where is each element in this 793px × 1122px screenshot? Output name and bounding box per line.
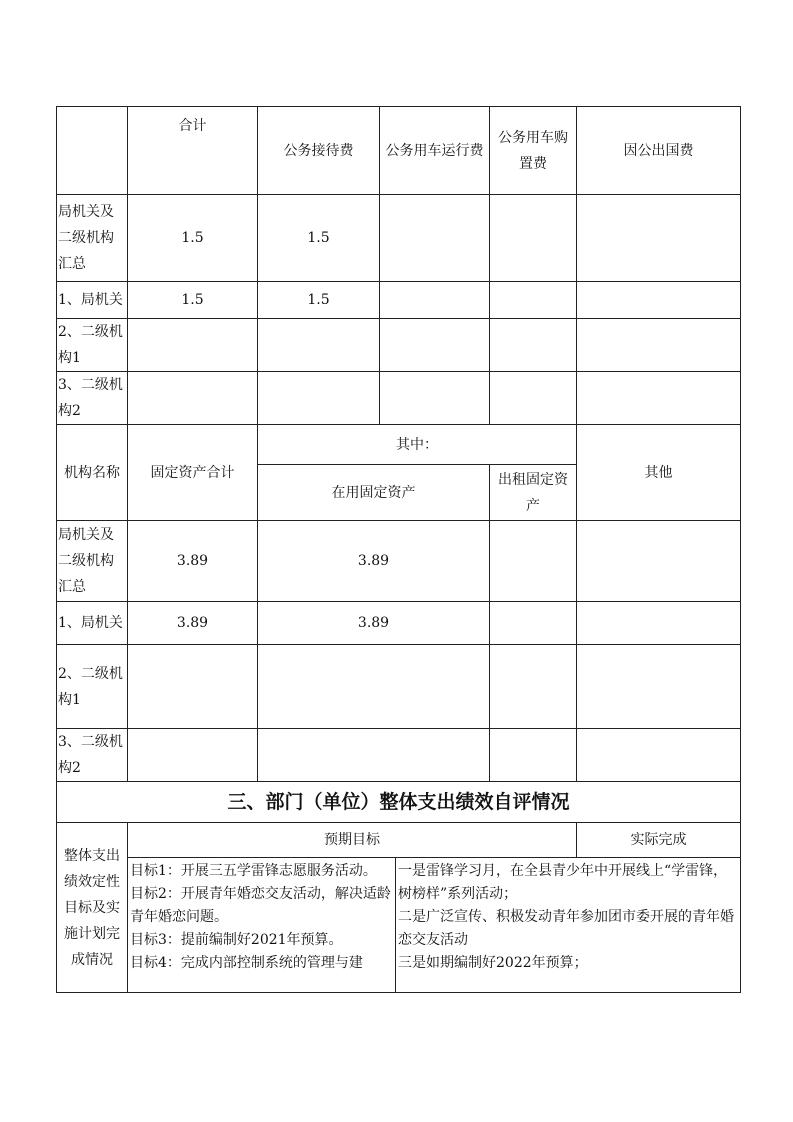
table1-cell-vehicle-operation: [379, 194, 490, 282]
table2-cell-in-use-assets: 3.89: [257, 601, 490, 645]
header-in-use-assets: 在用固定资产: [257, 464, 490, 521]
table1-cell-total: 1.5: [127, 281, 258, 319]
table1-cell-vehicle-operation: [379, 318, 490, 372]
header-overseas-travel: 因公出国费: [576, 106, 741, 195]
table1-cell-vehicle-operation: [379, 371, 490, 425]
table2-cell-fixed-assets-total: 3.89: [127, 520, 258, 602]
header-reception: 公务接待费: [257, 106, 380, 195]
header-of-which: 其中：: [257, 424, 577, 465]
table1-cell-overseas-travel: [576, 371, 741, 425]
table1-cell-row-label: 2、二级机构1: [56, 318, 128, 372]
header-expected-goals: 预期目标: [127, 822, 577, 858]
table2-cell-fixed-assets-total: 3.89: [127, 601, 258, 645]
header-total: 合计: [127, 106, 258, 195]
header-fixed-assets-total: 固定资产合计: [127, 424, 258, 521]
table1-cell-vehicle-purchase: [489, 194, 577, 282]
table2-cell-in-use-assets: [257, 728, 490, 782]
table1-cell-vehicle-purchase: [489, 371, 577, 425]
table2-cell-other: [576, 520, 741, 602]
actual-completion-line: 二是广泛宣传、积极发动青年参加团市委开展的青年婚恋交友活动: [398, 909, 734, 948]
header-org-name: 机构名称: [56, 424, 128, 521]
performance-row-label: 整体支出绩效定性目标及实施计划完成情况: [56, 822, 128, 993]
table1-cell-reception: 1.5: [257, 194, 380, 282]
table1-cell-vehicle-purchase: [489, 318, 577, 372]
table1-cell-total: [127, 371, 258, 425]
table1-cell-overseas-travel: [576, 281, 741, 319]
section-title: 三、部门（单位）整体支出绩效自评情况: [56, 781, 741, 823]
table2-cell-row-label: 2、二级机构1: [56, 644, 128, 729]
table1-cell-vehicle-purchase: [489, 281, 577, 319]
header-other: 其他: [576, 424, 741, 521]
expected-goal-line: 目标3：提前编制好2021年预算。: [130, 932, 343, 948]
table2-cell-fixed-assets-total: [127, 728, 258, 782]
expected-goals-text: [127, 857, 396, 993]
header-vehicle-purchase: 公务用车购置费: [489, 106, 577, 195]
header-row-label: [56, 106, 128, 195]
header-vehicle-operation: 公务用车运行费: [379, 106, 490, 195]
actual-completion-line: 三是如期编制好2022年预算；: [398, 955, 588, 971]
table1-cell-reception: [257, 371, 380, 425]
table1-cell-total: [127, 318, 258, 372]
table2-cell-in-use-assets: [257, 644, 490, 729]
table1-cell-reception: 1.5: [257, 281, 380, 319]
table2-cell-other: [576, 728, 741, 782]
expected-goal-line: 目标4：完成内部控制系统的管理与建: [130, 955, 363, 971]
table2-cell-rented-assets: [489, 520, 577, 602]
table2-cell-row-label: 3、二级机构2: [56, 728, 128, 782]
table2-cell-row-label: 局机关及二级机构汇总: [56, 520, 128, 602]
actual-completion-line: 一是雷锋学习月，在全县青少年中开展线上“学雷锋，树榜样”系列活动；: [398, 863, 728, 902]
table2-cell-fixed-assets-total: [127, 644, 258, 729]
table1-cell-row-label: 3、二级机构2: [56, 371, 128, 425]
table1-cell-row-label: 1、局机关: [56, 281, 128, 319]
table2-cell-row-label: 1、局机关: [56, 601, 128, 645]
table2-cell-in-use-assets: 3.89: [257, 520, 490, 602]
actual-completion-text: [395, 857, 741, 993]
table1-cell-row-label: 局机关及二级机构汇总: [56, 194, 128, 282]
table2-cell-rented-assets: [489, 601, 577, 645]
table2-cell-other: [576, 601, 741, 645]
table1-cell-reception: [257, 318, 380, 372]
header-actual-completion: 实际完成: [576, 822, 741, 858]
table2-cell-rented-assets: [489, 644, 577, 729]
table1-cell-total: 1.5: [127, 194, 258, 282]
table1-cell-overseas-travel: [576, 318, 741, 372]
table1-cell-vehicle-operation: [379, 281, 490, 319]
table2-cell-other: [576, 644, 741, 729]
expected-goal-line: 目标2：开展青年婚恋交友活动，解决适龄青年婚恋问题。: [130, 886, 391, 925]
expected-goal-line: 目标1：开展三五学雷锋志愿服务活动。: [130, 863, 377, 879]
table2-cell-rented-assets: [489, 728, 577, 782]
table1-cell-overseas-travel: [576, 194, 741, 282]
header-rented-assets: 出租固定资产: [489, 464, 577, 521]
